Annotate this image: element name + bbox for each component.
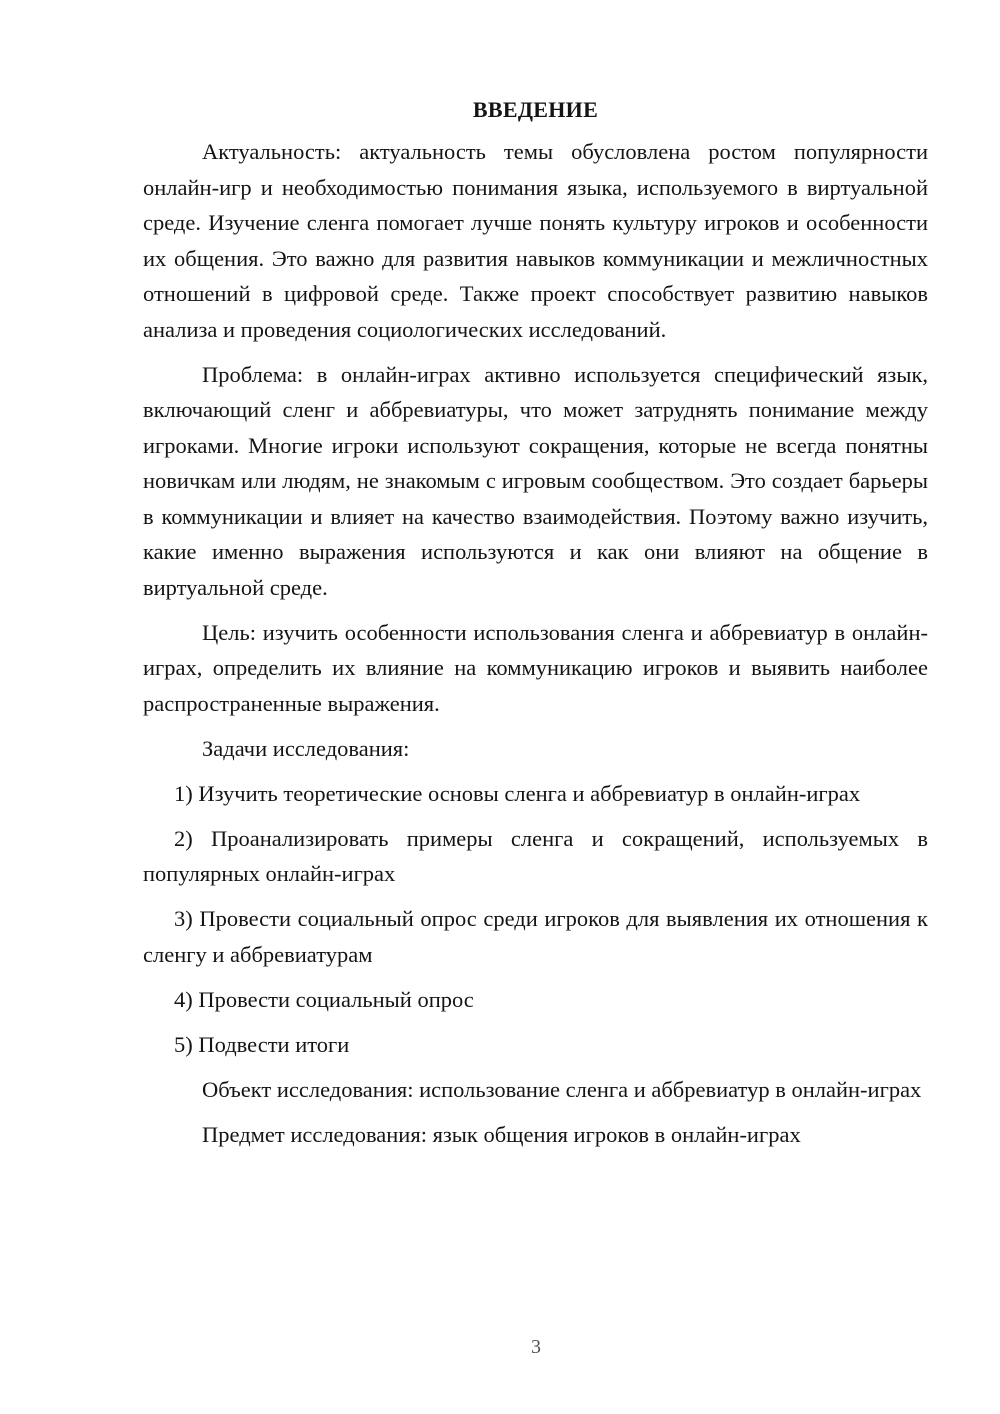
paragraph-subject: Предмет исследования: язык общения игроков в онлайн-играх <box>202 1121 801 1147</box>
page-title: ВВЕДЕНИЕ <box>472 97 599 122</box>
list-item: 5) Подвести итоги <box>174 1031 350 1057</box>
paragraph-problem: Проблема: в онлайн-играх активно используется специфический язык, включающий сленг и аббревиатуры, что может затруднять понимание между игроками. Многие игроки используют сокращения, которые не всегда понятны новичкам или людям, не знакомым с игровым сообществом. Это создает барьеры в коммуникации и влияет на качество взаимодействия. Поэтому важно изучить, какие именно выражения используются и как они влияют на общение в виртуальной среде. <box>143 361 928 600</box>
page-content <box>143 93 928 1162</box>
paragraph-tasks-intro: Задачи исследования: <box>202 735 410 761</box>
list-item: 3) Провести социальный опрос среди игроков для выявления их отношения к сленгу и аббревиатурам <box>143 906 928 967</box>
list-item: 4) Провести социальный опрос <box>174 986 474 1012</box>
list-item: 1) Изучить теоретические основы сленга и аббревиатур в онлайн-играх <box>174 780 861 806</box>
page-number: 3 <box>531 1336 541 1358</box>
list-item: 2) Проанализировать примеры сленга и сокращений, используемых в популярных онлайн-играх <box>143 825 928 886</box>
tasks-list <box>143 776 928 1063</box>
paragraph-object: Объект исследования: использование сленга и аббревиатур в онлайн-играх <box>202 1076 922 1102</box>
paragraph-goal: Цель: изучить особенности использования сленга и аббревиатур в онлайн-играх, определить их влияние на коммуникацию игроков и выявить наиболее распространенные выражения. <box>143 619 928 716</box>
paragraph-relevance: Актуальность: актуальность темы обусловлена ростом популярности онлайн-игр и необходимостью понимания языка, используемого в виртуальной среде. Изучение сленга помогает лучше понять культуру игроков и особенности их общения. Это важно для развития навыков коммуникации и межличностных отношений в цифровой среде. Также проект способствует развитию навыков анализа и проведения социологических исследований. <box>143 139 928 342</box>
